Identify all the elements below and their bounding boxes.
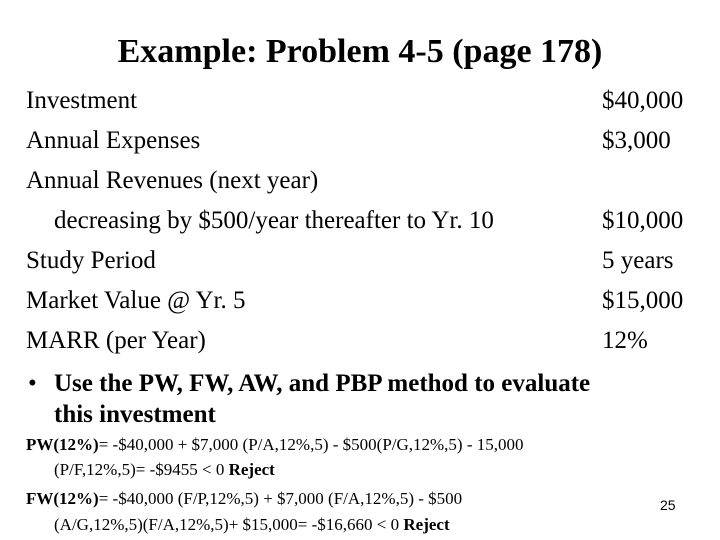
row-value: $10,000 xyxy=(602,207,684,234)
row-value: 12% xyxy=(602,327,648,354)
fw-label: FW(12%) xyxy=(26,489,99,508)
fw-line-2 xyxy=(54,513,450,537)
row-value: $3,000 xyxy=(602,127,671,154)
row-annual-revenues xyxy=(26,166,694,196)
bullet-text-line-1: Use the PW, FW, AW, and PBP method to evaluate xyxy=(54,370,591,397)
fw-equation: = -$40,000 (F/P,12%,5) + $7,000 (F/A,12%,5) - $500 xyxy=(98,489,463,508)
pw-line-1 xyxy=(26,433,524,457)
row-marr xyxy=(26,326,694,356)
bullet-text-line-2: this investment xyxy=(54,401,216,428)
row-label: Investment xyxy=(26,87,138,114)
row-label: Study Period xyxy=(26,247,156,274)
row-label: MARR (per Year) xyxy=(26,327,206,354)
row-value: $15,000 xyxy=(602,287,684,314)
row-label: Annual Expenses xyxy=(26,127,201,154)
row-value: $40,000 xyxy=(602,87,684,114)
row-market-value xyxy=(26,286,694,316)
row-label: Market Value @ Yr. 5 xyxy=(26,287,246,314)
row-value: 5 years xyxy=(602,247,674,274)
pw-equation-cont: (P/F,12%,5)= -$9455 < 0 xyxy=(54,460,229,479)
row-revenue-decrease xyxy=(26,206,694,236)
row-study-period xyxy=(26,246,694,276)
bullet-icon: • xyxy=(28,370,37,397)
row-label: decreasing by $500/year thereafter to Yr. 10 xyxy=(54,207,494,234)
pw-equation: = -$40,000 + $7,000 (P/A,12%,5) - $500(P/G,12%,5) - 15,000 xyxy=(98,435,524,454)
page-number: 25 xyxy=(660,497,676,513)
fw-equation-cont: (A/G,12%,5)(F/A,12%,5)+ $15,000= -$16,660 < 0 xyxy=(54,515,404,534)
pw-label: PW(12%) xyxy=(26,435,99,454)
row-investment xyxy=(26,86,694,116)
pw-result: Reject xyxy=(228,460,275,479)
slide-title: Example: Problem 4-5 (page 178) xyxy=(117,33,603,70)
row-label: Annual Revenues (next year) xyxy=(26,167,319,194)
fw-result: Reject xyxy=(403,515,450,534)
row-annual-expenses xyxy=(26,126,694,156)
pw-line-2 xyxy=(54,458,275,482)
fw-line-1 xyxy=(26,487,462,511)
